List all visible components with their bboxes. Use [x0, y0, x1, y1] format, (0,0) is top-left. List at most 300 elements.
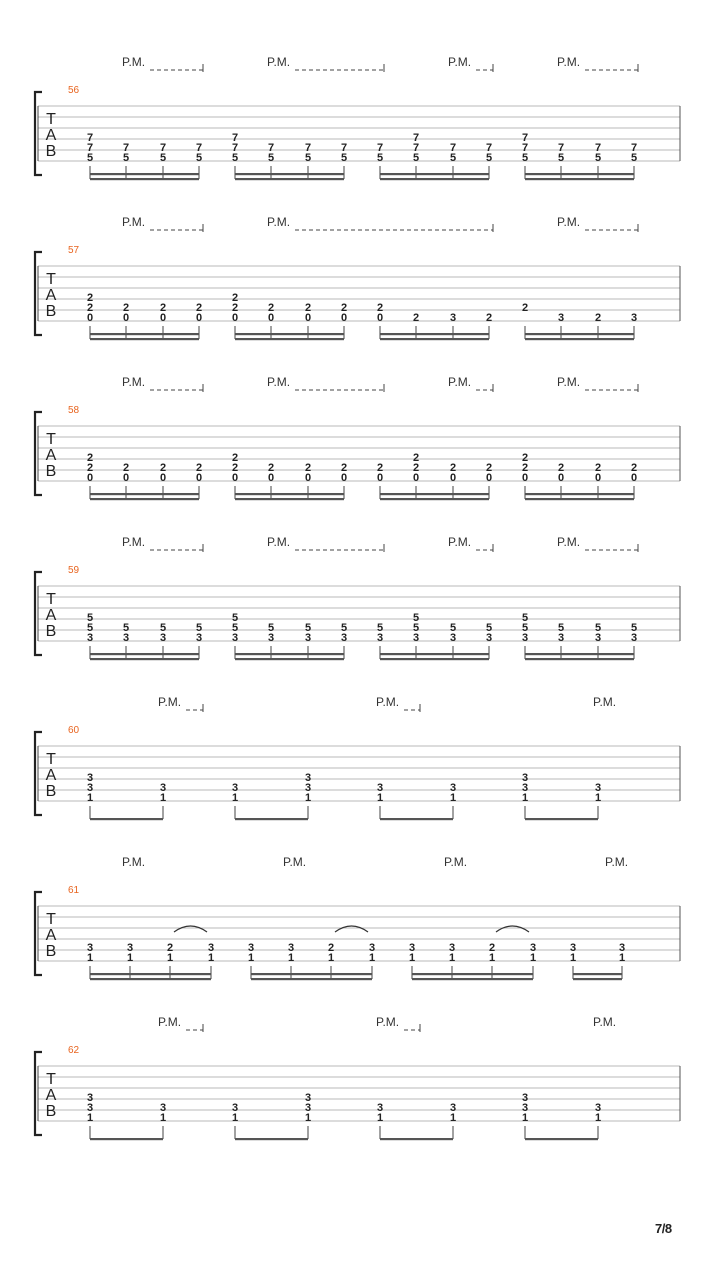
palm-mute-label: P.M. [267, 535, 291, 549]
tab-clef-letter: T [46, 911, 56, 928]
beam-primary [525, 178, 634, 180]
fret-number: 5 [630, 152, 638, 164]
fret-number: 5 [231, 152, 239, 164]
fret-number: 3 [231, 632, 239, 644]
fret-number: 2 [231, 292, 239, 304]
beam-primary [380, 178, 489, 180]
fret-number: 5 [267, 622, 275, 634]
fret-number: 3 [247, 942, 255, 954]
beam-primary [251, 978, 372, 980]
beam-secondary [380, 653, 489, 655]
tie-arc [496, 926, 529, 932]
fret-number: 2 [195, 302, 203, 314]
beam-primary [525, 498, 634, 500]
fret-number: 5 [412, 152, 420, 164]
fret-number: 5 [521, 152, 529, 164]
fret-number: 7 [412, 142, 420, 154]
fret-number: 3 [376, 1102, 384, 1114]
beam-primary [90, 978, 211, 980]
palm-mute-label: P.M. [283, 855, 307, 869]
fret-number: 3 [376, 632, 384, 644]
fret-number: 5 [376, 622, 384, 634]
fret-number: 5 [267, 152, 275, 164]
tab-clef-letter: B [45, 1103, 57, 1120]
beam-secondary [235, 653, 344, 655]
fret-number: 2 [86, 452, 94, 464]
fret-number: 1 [408, 952, 416, 964]
palm-mute-label: P.M. [593, 695, 617, 709]
fret-number: 3 [521, 632, 529, 644]
fret-number: 7 [195, 142, 203, 154]
fret-number: 1 [231, 1112, 239, 1124]
fret-number: 1 [86, 952, 94, 964]
fret-number: 2 [485, 462, 493, 474]
beam-primary [380, 818, 453, 820]
fret-number: 3 [594, 1102, 602, 1114]
fret-number: 5 [340, 152, 348, 164]
beam-secondary [251, 973, 372, 975]
palm-mute-label: P.M. [557, 215, 581, 229]
beam-secondary [525, 173, 634, 175]
fret-number: 3 [159, 632, 167, 644]
fret-number: 5 [304, 622, 312, 634]
tab-clef-letter: A [45, 127, 57, 144]
tab-clef-letter: A [45, 767, 57, 784]
fret-number: 2 [594, 312, 602, 324]
fret-number: 5 [122, 622, 130, 634]
fret-number: 3 [449, 782, 457, 794]
beam-primary [90, 178, 199, 180]
palm-mute-label: P.M. [605, 855, 629, 869]
beam-secondary [235, 333, 344, 335]
tab-clef-letter: T [46, 271, 56, 288]
fret-number: 3 [304, 782, 312, 794]
fret-number: 1 [521, 1112, 529, 1124]
fret-number: 5 [630, 622, 638, 634]
fret-number: 2 [488, 942, 496, 954]
fret-number: 3 [485, 632, 493, 644]
fret-number: 7 [594, 142, 602, 154]
fret-number: 3 [86, 782, 94, 794]
fret-number: 3 [368, 942, 376, 954]
fret-number: 7 [231, 142, 239, 154]
palm-mute-label: P.M. [557, 55, 581, 69]
beam-secondary [380, 333, 489, 335]
fret-number: 0 [267, 312, 275, 324]
fret-number: 0 [159, 312, 167, 324]
beam-secondary [525, 333, 634, 335]
beam-primary [380, 658, 489, 660]
fret-number: 2 [86, 292, 94, 304]
fret-number: 7 [159, 142, 167, 154]
fret-number: 2 [521, 462, 529, 474]
fret-number: 7 [630, 142, 638, 154]
fret-number: 2 [86, 462, 94, 474]
fret-number: 2 [159, 302, 167, 314]
fret-number: 0 [122, 312, 130, 324]
fret-number: 7 [267, 142, 275, 154]
tab-clef-letter: B [45, 303, 57, 320]
fret-number: 0 [376, 472, 384, 484]
beam-primary [412, 978, 533, 980]
fret-number: 0 [340, 312, 348, 324]
beam-primary [90, 818, 163, 820]
fret-number: 1 [594, 1112, 602, 1124]
fret-number: 1 [159, 1112, 167, 1124]
fret-number: 1 [521, 792, 529, 804]
fret-number: 2 [122, 462, 130, 474]
beam-primary [90, 658, 199, 660]
fret-number: 7 [340, 142, 348, 154]
fret-number: 7 [557, 142, 565, 154]
fret-number: 7 [449, 142, 457, 154]
fret-number: 1 [166, 952, 174, 964]
fret-number: 0 [485, 472, 493, 484]
fret-number: 3 [231, 782, 239, 794]
fret-number: 3 [304, 632, 312, 644]
fret-number: 7 [412, 132, 420, 144]
fret-number: 2 [166, 942, 174, 954]
page-number: 7/8 [655, 1221, 672, 1236]
beam-primary [90, 498, 199, 500]
fret-number: 0 [521, 472, 529, 484]
fret-number: 1 [247, 952, 255, 964]
beam-primary [235, 1138, 308, 1140]
fret-number: 3 [304, 1102, 312, 1114]
fret-number: 7 [231, 132, 239, 144]
fret-number: 3 [521, 1092, 529, 1104]
fret-number: 5 [159, 152, 167, 164]
palm-mute-label: P.M. [267, 375, 291, 389]
fret-number: 3 [408, 942, 416, 954]
fret-number: 3 [122, 632, 130, 644]
fret-number: 5 [485, 152, 493, 164]
fret-number: 1 [488, 952, 496, 964]
fret-number: 3 [557, 632, 565, 644]
fret-number: 2 [304, 462, 312, 474]
palm-mute-label: P.M. [122, 375, 146, 389]
fret-number: 3 [86, 1092, 94, 1104]
fret-number: 3 [630, 632, 638, 644]
fret-number: 0 [195, 312, 203, 324]
fret-number: 7 [86, 132, 94, 144]
fret-number: 3 [412, 632, 420, 644]
fret-number: 2 [86, 302, 94, 314]
beam-secondary [90, 493, 199, 495]
fret-number: 5 [159, 622, 167, 634]
fret-number: 2 [594, 462, 602, 474]
palm-mute-label: P.M. [557, 375, 581, 389]
fret-number: 5 [122, 152, 130, 164]
fret-number: 1 [368, 952, 376, 964]
fret-number: 0 [304, 472, 312, 484]
palm-mute-label: P.M. [448, 375, 472, 389]
fret-number: 5 [195, 152, 203, 164]
fret-number: 3 [159, 782, 167, 794]
tab-clef-letter: T [46, 111, 56, 128]
measure-number: 56 [68, 85, 80, 96]
tab-clef-letter: B [45, 143, 57, 160]
palm-mute-label: P.M. [376, 695, 400, 709]
fret-number: 3 [448, 942, 456, 954]
fret-number: 1 [327, 952, 335, 964]
beam-secondary [380, 173, 489, 175]
tab-clef-letter: A [45, 287, 57, 304]
fret-number: 2 [630, 462, 638, 474]
fret-number: 3 [449, 312, 457, 324]
tab-clef-letter: A [45, 607, 57, 624]
fret-number: 3 [557, 312, 565, 324]
beam-primary [525, 818, 598, 820]
fret-number: 0 [86, 472, 94, 484]
fret-number: 3 [126, 942, 134, 954]
fret-number: 2 [521, 302, 529, 314]
fret-number: 3 [630, 312, 638, 324]
palm-mute-label: P.M. [122, 535, 146, 549]
palm-mute-label: P.M. [122, 55, 146, 69]
fret-number: 2 [195, 462, 203, 474]
fret-number: 2 [412, 312, 420, 324]
fret-number: 0 [195, 472, 203, 484]
beam-primary [380, 338, 489, 340]
fret-number: 5 [449, 152, 457, 164]
fret-number: 3 [159, 1102, 167, 1114]
fret-number: 5 [485, 622, 493, 634]
fret-number: 2 [412, 452, 420, 464]
fret-number: 3 [304, 772, 312, 784]
fret-number: 7 [86, 142, 94, 154]
tab-clef-letter: A [45, 447, 57, 464]
fret-number: 5 [340, 622, 348, 634]
beam-secondary [525, 493, 634, 495]
measure-number: 57 [68, 245, 80, 256]
fret-number: 5 [86, 622, 94, 634]
fret-number: 1 [376, 792, 384, 804]
fret-number: 0 [594, 472, 602, 484]
fret-number: 0 [231, 312, 239, 324]
fret-number: 2 [376, 302, 384, 314]
measure-number: 61 [68, 885, 80, 896]
fret-number: 5 [86, 612, 94, 624]
fret-number: 3 [207, 942, 215, 954]
beam-primary [235, 338, 344, 340]
fret-number: 1 [231, 792, 239, 804]
palm-mute-label: P.M. [122, 215, 146, 229]
tab-clef-letter: T [46, 431, 56, 448]
fret-number: 5 [412, 622, 420, 634]
palm-mute-label: P.M. [593, 1015, 617, 1029]
fret-number: 2 [159, 462, 167, 474]
fret-number: 3 [521, 1102, 529, 1114]
fret-number: 5 [231, 622, 239, 634]
fret-number: 2 [485, 312, 493, 324]
beam-secondary [90, 973, 211, 975]
fret-number: 2 [327, 942, 335, 954]
beam-primary [235, 178, 344, 180]
tab-clef-letter: A [45, 927, 57, 944]
palm-mute-label: P.M. [158, 695, 182, 709]
tab-clef-letter: B [45, 623, 57, 640]
fret-number: 2 [231, 302, 239, 314]
fret-number: 5 [376, 152, 384, 164]
beam-primary [525, 658, 634, 660]
fret-number: 1 [207, 952, 215, 964]
palm-mute-label: P.M. [267, 215, 291, 229]
fret-number: 3 [376, 782, 384, 794]
fret-number: 5 [594, 622, 602, 634]
beam-primary [380, 1138, 453, 1140]
tab-clef-letter: T [46, 751, 56, 768]
palm-mute-label: P.M. [122, 855, 146, 869]
fret-number: 1 [529, 952, 537, 964]
measure-number: 60 [68, 725, 80, 736]
fret-number: 1 [86, 792, 94, 804]
palm-mute-label: P.M. [448, 55, 472, 69]
beam-primary [525, 338, 634, 340]
tie-arc [335, 926, 368, 932]
fret-number: 3 [594, 632, 602, 644]
tab-clef-letter: T [46, 591, 56, 608]
palm-mute-label: P.M. [158, 1015, 182, 1029]
fret-number: 3 [340, 632, 348, 644]
tie-arc [174, 926, 207, 932]
fret-number: 1 [569, 952, 577, 964]
fret-number: 3 [86, 772, 94, 784]
tab-clef-letter: A [45, 1087, 57, 1104]
beam-primary [235, 658, 344, 660]
fret-number: 1 [126, 952, 134, 964]
fret-number: 0 [159, 472, 167, 484]
beam-primary [235, 818, 308, 820]
beam-primary [573, 978, 622, 980]
fret-number: 1 [287, 952, 295, 964]
fret-number: 1 [618, 952, 626, 964]
tab-clef-letter: T [46, 1071, 56, 1088]
tab-clef-letter: B [45, 943, 57, 960]
palm-mute-label: P.M. [376, 1015, 400, 1029]
fret-number: 3 [521, 772, 529, 784]
fret-number: 7 [122, 142, 130, 154]
fret-number: 3 [529, 942, 537, 954]
fret-number: 3 [195, 632, 203, 644]
fret-number: 5 [521, 622, 529, 634]
fret-number: 5 [86, 152, 94, 164]
tab-clef-letter: B [45, 783, 57, 800]
beam-secondary [412, 973, 533, 975]
fret-number: 2 [304, 302, 312, 314]
fret-number: 7 [521, 142, 529, 154]
palm-mute-label: P.M. [444, 855, 468, 869]
fret-number: 3 [86, 1102, 94, 1114]
fret-number: 3 [287, 942, 295, 954]
fret-number: 2 [340, 462, 348, 474]
fret-number: 1 [449, 1112, 457, 1124]
fret-number: 1 [304, 792, 312, 804]
fret-number: 0 [630, 472, 638, 484]
fret-number: 3 [86, 942, 94, 954]
fret-number: 2 [340, 302, 348, 314]
beam-secondary [90, 653, 199, 655]
fret-number: 2 [231, 452, 239, 464]
fret-number: 0 [376, 312, 384, 324]
beam-primary [525, 1138, 598, 1140]
fret-number: 3 [267, 632, 275, 644]
fret-number: 0 [86, 312, 94, 324]
fret-number: 2 [521, 452, 529, 464]
fret-number: 7 [485, 142, 493, 154]
fret-number: 7 [376, 142, 384, 154]
beam-secondary [90, 333, 199, 335]
fret-number: 3 [231, 1102, 239, 1114]
fret-number: 2 [412, 462, 420, 474]
measure-number: 62 [68, 1045, 80, 1056]
fret-number: 1 [86, 1112, 94, 1124]
fret-number: 3 [304, 1092, 312, 1104]
fret-number: 5 [594, 152, 602, 164]
beam-primary [90, 338, 199, 340]
fret-number: 3 [569, 942, 577, 954]
fret-number: 7 [521, 132, 529, 144]
fret-number: 3 [449, 1102, 457, 1114]
beam-secondary [235, 173, 344, 175]
fret-number: 5 [304, 152, 312, 164]
fret-number: 2 [449, 462, 457, 474]
fret-number: 5 [521, 612, 529, 624]
beam-primary [380, 498, 489, 500]
beam-secondary [525, 653, 634, 655]
fret-number: 0 [267, 472, 275, 484]
fret-number: 0 [122, 472, 130, 484]
fret-number: 2 [231, 462, 239, 474]
fret-number: 2 [267, 302, 275, 314]
fret-number: 1 [449, 792, 457, 804]
fret-number: 0 [231, 472, 239, 484]
fret-number: 3 [449, 632, 457, 644]
beam-secondary [235, 493, 344, 495]
fret-number: 5 [231, 612, 239, 624]
fret-number: 0 [340, 472, 348, 484]
fret-number: 3 [618, 942, 626, 954]
fret-number: 3 [594, 782, 602, 794]
fret-number: 1 [448, 952, 456, 964]
beam-primary [90, 1138, 163, 1140]
fret-number: 5 [449, 622, 457, 634]
fret-number: 5 [412, 612, 420, 624]
palm-mute-label: P.M. [557, 535, 581, 549]
fret-number: 2 [267, 462, 275, 474]
fret-number: 5 [557, 622, 565, 634]
fret-number: 1 [159, 792, 167, 804]
fret-number: 3 [86, 632, 94, 644]
fret-number: 5 [557, 152, 565, 164]
measure-number: 59 [68, 565, 80, 576]
fret-number: 0 [449, 472, 457, 484]
palm-mute-label: P.M. [267, 55, 291, 69]
palm-mute-label: P.M. [448, 535, 472, 549]
fret-number: 2 [376, 462, 384, 474]
beam-primary [235, 498, 344, 500]
beam-secondary [380, 493, 489, 495]
fret-number: 2 [122, 302, 130, 314]
fret-number: 2 [557, 462, 565, 474]
fret-number: 0 [304, 312, 312, 324]
beam-secondary [90, 173, 199, 175]
fret-number: 1 [376, 1112, 384, 1124]
fret-number: 1 [594, 792, 602, 804]
fret-number: 0 [557, 472, 565, 484]
measure-number: 58 [68, 405, 80, 416]
fret-number: 0 [412, 472, 420, 484]
